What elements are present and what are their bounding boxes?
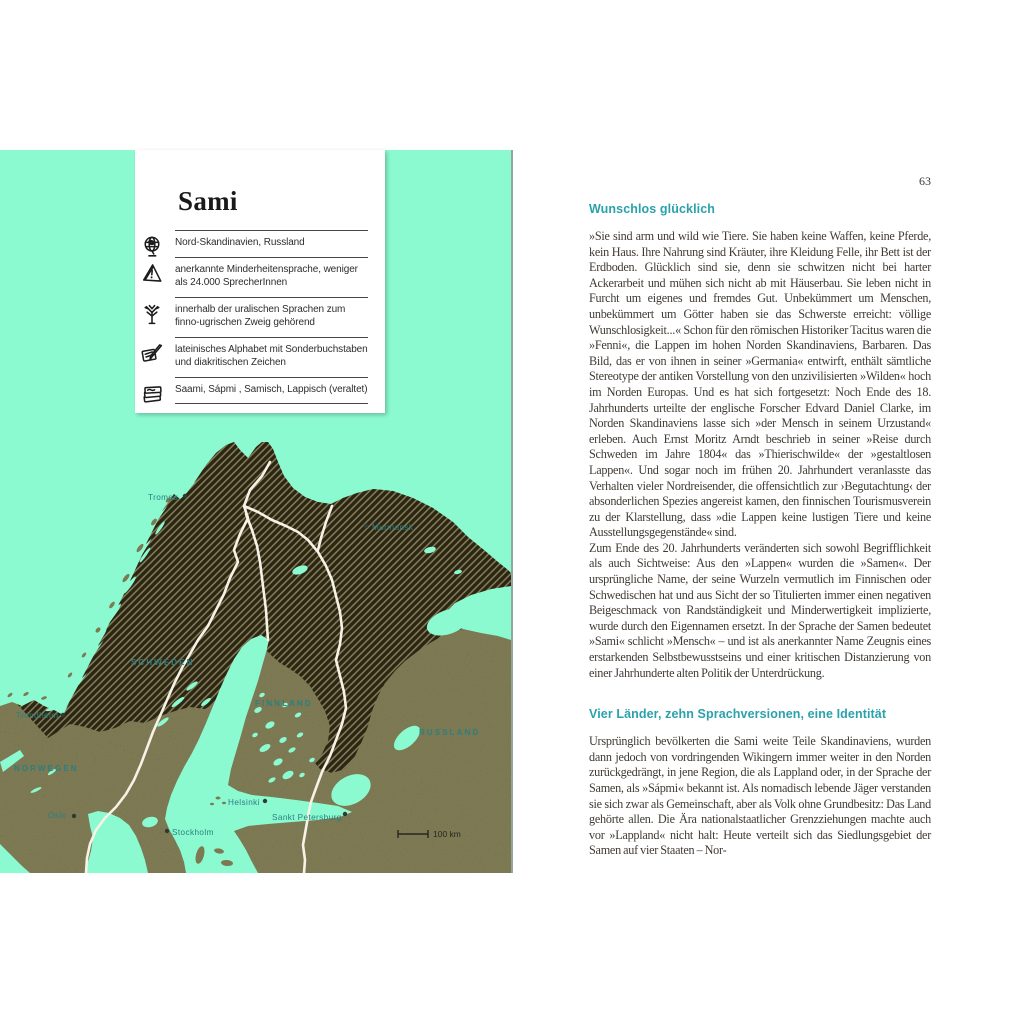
info-row-script bbox=[175, 337, 368, 377]
map-city-trondheim: Trondheim bbox=[16, 711, 59, 720]
info-row-text: Saami, Sápmi , Samisch, Lappisch (veraltet) bbox=[175, 383, 368, 395]
info-row-family bbox=[175, 297, 368, 337]
info-box-title: Sami bbox=[178, 186, 238, 216]
writing-icon bbox=[140, 341, 164, 365]
globe-icon bbox=[140, 234, 164, 258]
city-dot-murmansk bbox=[364, 524, 368, 528]
map-city-stockholm: Stockholm bbox=[172, 828, 214, 837]
section-heading-2: Vier Länder, zehn Sprachversionen, eine Identität bbox=[589, 707, 887, 722]
info-row-text: innerhalb der uralischen Sprachen zum finno-ugrischen Zweig gehörend bbox=[175, 303, 346, 328]
body-paragraph: Ursprünglich bevölkerten die Sami weite Teile Skandinaviens, wurden dann jedoch von vordringenden Wikingern immer weiter in den Norden zurückgedrängt, in jene Region, die als Lappland oder, in der Sprache der Samen, als »Sápmi« bekannt ist. Als nomadisch lebende Jäger verstanden sie sich zwar als Gemeinschaft, aber als Volk ohne Grundbesitz: Das Land gehörte allen. Die Ära nationalstaatlicher Grenzziehungen machte auch vor »Lappland« nicht halt: Heute verteilt sich das Siedlungsgebiet der Samen auf vier Staaten – Nor- bbox=[589, 734, 931, 858]
text-page bbox=[589, 174, 931, 859]
info-row-text: Nord-Skandinavien, Russland bbox=[175, 237, 305, 248]
map-label-russland: RUSSLAND bbox=[419, 728, 481, 737]
map-label-schweden: SCHWEDEN bbox=[131, 658, 195, 667]
language-tree-icon bbox=[140, 301, 164, 325]
map-label-finnland: FINNLAND bbox=[255, 699, 313, 708]
map-city-oslo: Oslo bbox=[48, 811, 67, 820]
city-dot-sankt-petersburg bbox=[343, 812, 347, 816]
info-row-text: lateinisches Alphabet mit Sonderbuchstaben und diakritischen Zeichen bbox=[175, 343, 368, 368]
map-city-murmansk: Murmansk bbox=[372, 523, 414, 532]
city-dot-trondheim bbox=[61, 713, 65, 717]
map-page bbox=[0, 150, 513, 873]
info-row-region bbox=[175, 230, 368, 257]
scale-label: 100 km bbox=[433, 829, 461, 839]
name-variants-icon bbox=[140, 381, 164, 405]
info-row-status bbox=[175, 257, 368, 297]
city-dot-stockholm bbox=[165, 829, 169, 833]
info-row-names bbox=[175, 377, 368, 405]
city-dot-oslo bbox=[72, 814, 76, 818]
map-label-norwegen: NORWEGEN bbox=[14, 764, 79, 773]
city-dot-helsinki bbox=[263, 799, 267, 803]
info-row-text: anerkannte Minderheitensprache, weniger als 24.000 SprecherInnen bbox=[175, 263, 358, 288]
map-city-tromso: Tromsø bbox=[148, 493, 179, 502]
map-city-sankt-petersburg: Sankt Petersburg bbox=[272, 813, 342, 822]
page-number: 63 bbox=[919, 174, 931, 188]
warning-triangle-icon bbox=[140, 261, 164, 285]
info-box-rows bbox=[175, 230, 368, 404]
info-box bbox=[135, 150, 385, 413]
map-city-helsinki: Helsinki bbox=[228, 798, 260, 807]
body-paragraph: »Sie sind arm und wild wie Tiere. Sie haben keine Waffen, keine Pferde, kein Haus. Ihre Nahrung sind Kräuter, ihre Kleidung Felle, ihr Bett ist der Erdboden. Glücklich sind sie, denn sie schwitzen nicht bei harter Ackerarbeit und mühen sich nicht ab mit Häuserbau. Sie leben nicht in Furcht um eigenes und fremdes Gut. Unbekümmert um Menschen, unbekümmert um Götter haben sie das Schwerste erreicht: völlige Wunschlosigkeit...« Schon für den römischen Historiker Tacitus waren die »Fenni«, die Lappen im hohen Norden Skandinaviens, Barbaren. Das Bild, das er von ihnen in seiner »Germania« entwirft, enthält sämtliche Stereotype der antiken Vorstellung von den unzivilisierten »Wilden« hoch im Norden Europas. Und es hat sich fortgesetzt: Noch Ende des 18. Jahrhunderts urteilte der englische Forscher Edvard Daniel Clarke, im Norden Skandinaviens lasse sich »der Mensch in seinem Urzustand« erleben. Auch Ernst Moritz Arndt beschrieb in seiner »Reise durch Schweden im Jahre 1804« das »Thierischwilde« der »gestaltlosen Lappen«. Und sogar noch im frühen 20. Jahrhundert veranlasste das Verhalten vieler Nordreisender, die offensichtlich zur ›Begutachtung‹ der absonderlichen Spezies angereist kamen, den finnischen Tourismusverein zu der Klarstellung, dass »die Lappen keine lustigen Tiere und keine Ausstellungsgegenstände« sind. bbox=[589, 229, 931, 540]
city-dot-tromso bbox=[183, 494, 187, 498]
body-paragraph: Zum Ende des 20. Jahrhunderts veränderten sich sowohl Begrifflichkeit als auch Sichtweise: Aus den »Lappen« wurden die »Samen«. Der ursprüngliche Name, der seine Wurzeln vermutlich im Finnischen oder Schwedischen hat und aus Sicht der so Titulierten immer einen negativen Beigeschmack von Randständigkeit und Minderwertigkeit implizierte, wurde durch den Eigennamen ersetzt. In der Sprache der Samen bedeutet »Sami« schlicht »Mensch« – und ist als anerkannter Name Zeugnis eines erstarkenden Selbstbewusstseins und einer kritischen Distanzierung von einer Jahrhunderte alten Politik der Unterdrückung. bbox=[589, 540, 931, 680]
section-heading-1: Wunschlos glücklich bbox=[589, 202, 715, 216]
